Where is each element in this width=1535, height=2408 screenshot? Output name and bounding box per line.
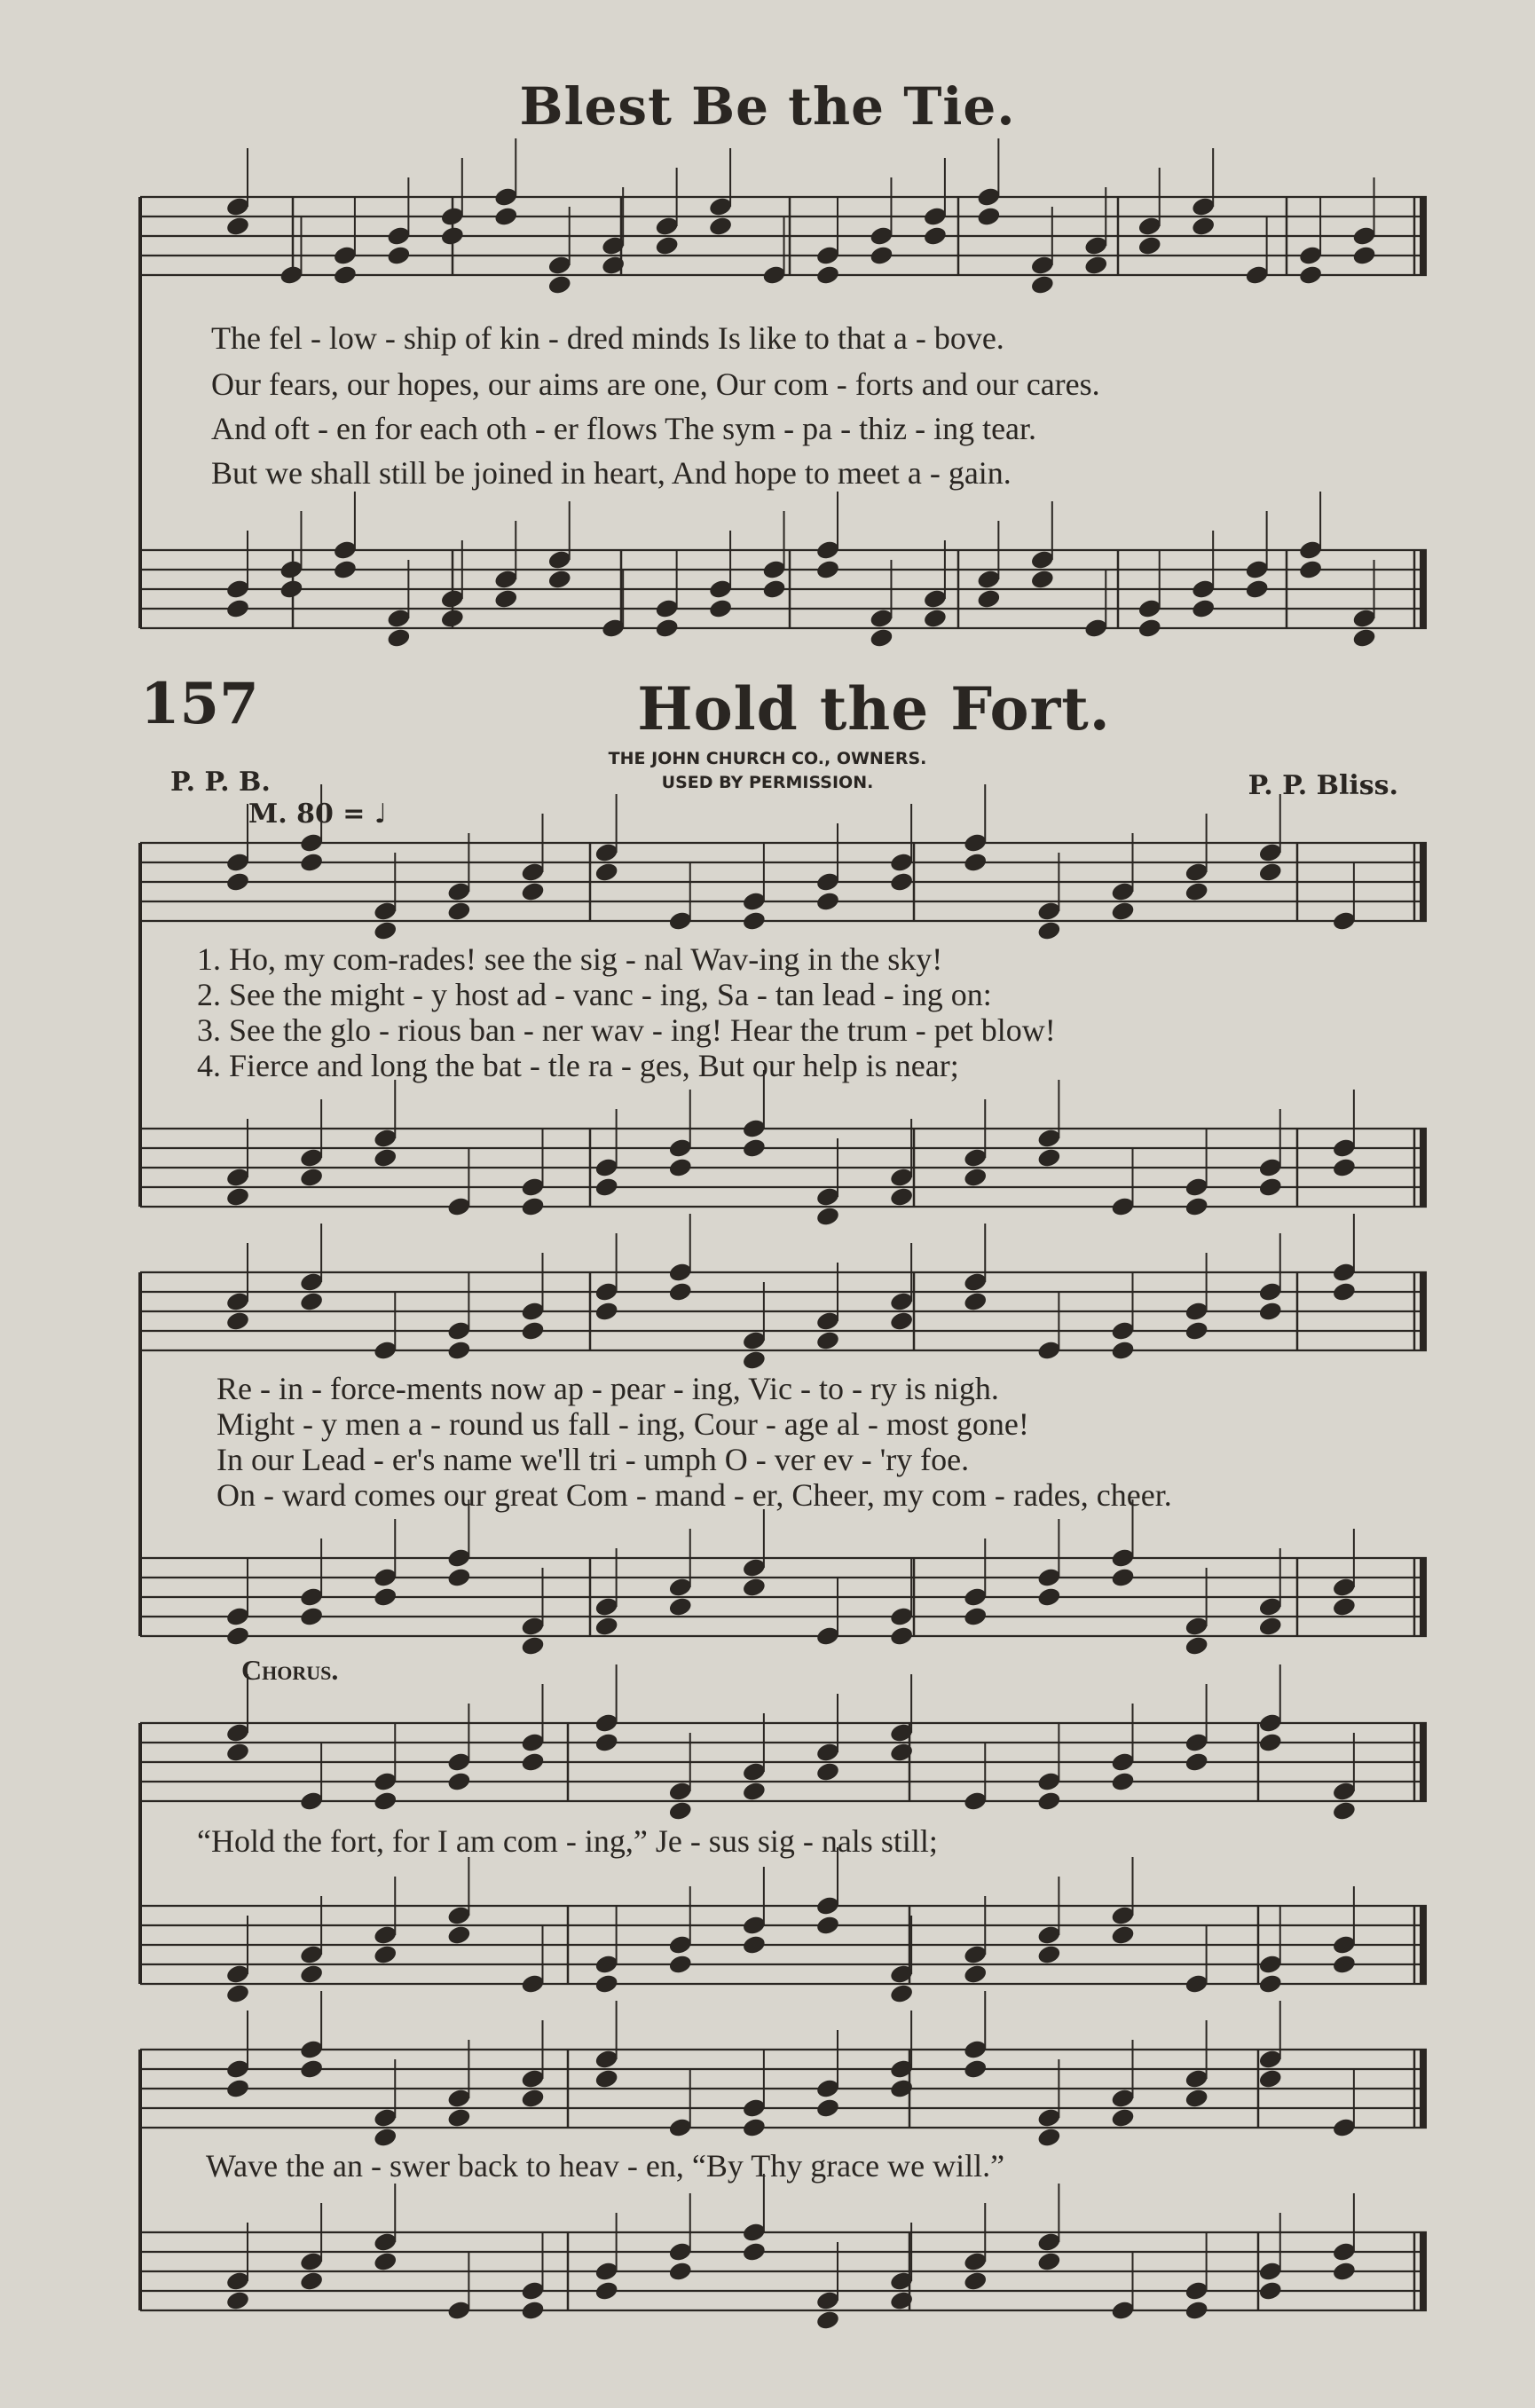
note-head <box>976 206 1002 228</box>
note-head <box>373 1944 398 1966</box>
verse-line: In our Lead - er's name we'll tri - umph O - ver ev - 'ry foe. <box>216 1442 970 1477</box>
note-head <box>963 2270 988 2293</box>
words-credit: P. P. B. <box>170 767 271 798</box>
note-head <box>1184 881 1209 903</box>
note-head <box>520 1320 546 1342</box>
note-head <box>1331 1281 1357 1303</box>
note-head <box>1244 578 1270 601</box>
note-head <box>1036 1944 1062 1966</box>
note-head <box>889 1310 915 1333</box>
note-head <box>225 1310 251 1333</box>
note-head <box>386 627 412 649</box>
final-bar <box>1420 1129 1427 1207</box>
note-head <box>493 588 519 610</box>
note-head <box>815 1206 841 1228</box>
note-head <box>594 1973 619 1995</box>
note-head <box>225 2290 251 2312</box>
note-head <box>1110 1771 1136 1793</box>
note-head <box>1331 1157 1357 1179</box>
note-head <box>594 1616 619 1638</box>
note-head <box>373 2251 398 2273</box>
note-head <box>333 559 358 581</box>
note-head <box>815 1915 841 1937</box>
note-head <box>225 598 251 620</box>
note-head <box>373 1790 398 1813</box>
note-head <box>741 2241 767 2263</box>
note-head <box>889 1625 915 1648</box>
final-bar <box>1420 1272 1427 1350</box>
verse-line: But we shall still be joined in heart, And hope to meet a - gain. <box>211 455 1012 491</box>
note-head <box>299 1606 325 1628</box>
note-head <box>373 920 398 942</box>
note-head <box>1137 235 1162 257</box>
note-head <box>741 1577 767 1599</box>
verse-line: 3. See the glo - rious ban - ner wav - ing! Hear the trum - pet blow! <box>197 1012 1056 1048</box>
note-head <box>1191 216 1216 238</box>
note-head <box>1029 274 1055 296</box>
note-head <box>1257 1616 1283 1638</box>
note-head <box>1110 1924 1136 1947</box>
note-head <box>815 2097 841 2120</box>
final-bar <box>1420 2232 1427 2310</box>
note-head <box>446 901 472 923</box>
note-head <box>520 2088 546 2110</box>
note-head <box>594 2280 619 2302</box>
note-head <box>1036 1790 1062 1813</box>
note-head <box>761 578 787 601</box>
note-head <box>1331 1954 1357 1976</box>
note-head <box>708 216 734 238</box>
note-head <box>225 216 251 238</box>
note-head <box>1257 1732 1283 1754</box>
note-head <box>520 881 546 903</box>
tempo-marking: M. 80 = ♩ <box>248 799 388 830</box>
note-head <box>963 852 988 874</box>
chorus-label: Chorus. <box>241 1654 339 1686</box>
final-bar <box>1420 1558 1427 1636</box>
note-head <box>1257 862 1283 884</box>
note-head <box>1257 1301 1283 1323</box>
note-head <box>279 578 304 601</box>
note-head <box>1298 264 1324 287</box>
note-head <box>1184 1320 1209 1342</box>
hymn-title-hold-the-fort: Hold the Fort. <box>637 674 1111 744</box>
note-head <box>373 1586 398 1609</box>
note-head <box>976 588 1002 610</box>
note-head <box>1036 1147 1062 1169</box>
note-head <box>963 2058 988 2081</box>
note-head <box>1184 1196 1209 1218</box>
copyright-line-1: THE JOHN CHURCH CO., OWNERS. <box>608 749 927 768</box>
note-head <box>547 569 572 591</box>
verse-line: Might - y men a - round us fall - ing, Cour - age al - most gone! <box>216 1406 1029 1442</box>
note-head <box>1184 2300 1209 2322</box>
note-head <box>594 1732 619 1754</box>
note-head <box>1257 2068 1283 2090</box>
note-head <box>923 225 949 248</box>
note-head <box>1184 1635 1209 1657</box>
verse-line: On - ward comes our great Com - mand - er, Cheer, my com - rades, cheer. <box>216 1477 1172 1513</box>
note-head <box>667 1596 693 1618</box>
note-head <box>493 206 519 228</box>
note-head <box>1331 1800 1357 1822</box>
music-credit: P. P. Bliss. <box>1248 770 1398 801</box>
note-head <box>1029 569 1055 591</box>
note-head <box>225 1742 251 1764</box>
note-head <box>594 2068 619 2090</box>
note-head <box>299 1963 325 1986</box>
note-head <box>667 2261 693 2283</box>
note-head <box>225 1625 251 1648</box>
note-head <box>547 274 572 296</box>
note-head <box>1036 1586 1062 1609</box>
note-head <box>299 1291 325 1313</box>
note-head <box>439 608 465 630</box>
note-head <box>520 1196 546 1218</box>
note-head <box>299 852 325 874</box>
note-head <box>1110 901 1136 923</box>
note-head <box>1257 1176 1283 1199</box>
note-head <box>889 1983 915 2005</box>
note-head <box>225 1983 251 2005</box>
note-head <box>299 1167 325 1189</box>
note-head <box>446 1340 472 1362</box>
note-head <box>667 1954 693 1976</box>
verse-line: Our fears, our hopes, our aims are one, Our com - forts and our cares. <box>211 366 1100 402</box>
hymn-number: 157 <box>140 671 259 737</box>
note-head <box>815 559 841 581</box>
note-head <box>1036 2251 1062 2273</box>
note-head <box>1257 2280 1283 2302</box>
note-head <box>373 1147 398 1169</box>
note-head <box>594 1301 619 1323</box>
final-bar <box>1420 843 1427 921</box>
note-head <box>1036 920 1062 942</box>
note-head <box>386 245 412 267</box>
note-head <box>741 1350 767 1372</box>
note-head <box>1110 1340 1136 1362</box>
copyright-line-2: USED BY PERMISSION. <box>661 773 874 792</box>
final-bar <box>1420 2050 1427 2128</box>
note-head <box>1184 1751 1209 1774</box>
final-bar <box>1420 1723 1427 1801</box>
note-head <box>1351 627 1377 649</box>
verse-line: 4. Fierce and long the bat - tle ra - ges, But our help is near; <box>197 1048 959 1083</box>
note-head <box>299 2270 325 2293</box>
note-head <box>373 2127 398 2149</box>
note-head <box>667 1281 693 1303</box>
verse-line: 1. Ho, my com-rades! see the sig - nal Wav-ing in the sky! <box>197 941 943 977</box>
note-head <box>1298 559 1324 581</box>
note-head <box>869 245 894 267</box>
note-head <box>815 2310 841 2332</box>
verse-line: The fel - low - ship of kin - dred minds Is like to that a - bove. <box>211 320 1004 356</box>
note-head <box>299 2058 325 2081</box>
note-head <box>741 910 767 933</box>
chorus-line: Wave the an - swer back to heav - en, “By Thy grace we will.” <box>206 2148 1005 2184</box>
chorus-line: “Hold the fort, for I am com - ing,” Je - sus sig - nals still; <box>197 1823 938 1859</box>
note-head <box>741 1137 767 1160</box>
note-head <box>520 2300 546 2322</box>
note-head <box>1257 1973 1283 1995</box>
final-bar <box>1420 1906 1427 1984</box>
note-head <box>1083 255 1109 277</box>
note-head <box>963 1291 988 1313</box>
verse-line: 2. See the might - y host ad - vanc - ing, Sa - tan lead - ing on: <box>197 977 992 1012</box>
note-head <box>963 1167 988 1189</box>
note-head <box>667 1157 693 1179</box>
note-head <box>225 2078 251 2100</box>
note-head <box>1191 598 1216 620</box>
note-head <box>889 1186 915 1208</box>
note-head <box>741 2117 767 2139</box>
hymn-title-blest-be-the-tie: Blest Be the Tie. <box>519 76 1016 137</box>
note-head <box>1110 2107 1136 2129</box>
note-head <box>1137 618 1162 640</box>
note-head <box>708 598 734 620</box>
note-head <box>815 264 841 287</box>
note-head <box>520 1635 546 1657</box>
note-head <box>225 871 251 893</box>
note-head <box>889 871 915 893</box>
note-head <box>446 1567 472 1589</box>
note-head <box>446 1924 472 1947</box>
note-head <box>815 891 841 913</box>
note-head <box>333 264 358 287</box>
note-head <box>1110 1567 1136 1589</box>
note-head <box>594 1176 619 1199</box>
note-head <box>1036 2127 1062 2149</box>
note-head <box>923 608 949 630</box>
note-head <box>446 2107 472 2129</box>
note-head <box>1351 245 1377 267</box>
note-head <box>963 1606 988 1628</box>
note-head <box>815 1761 841 1783</box>
note-head <box>1331 1596 1357 1618</box>
note-head <box>225 1186 251 1208</box>
final-bar <box>1420 550 1427 628</box>
final-bar <box>1420 197 1427 275</box>
note-head <box>667 1800 693 1822</box>
note-head <box>654 618 680 640</box>
note-head <box>1331 2261 1357 2283</box>
note-head <box>594 862 619 884</box>
verse-line: And oft - en for each oth - er flows The sym - pa - thiz - ing tear. <box>211 411 1037 446</box>
note-head <box>741 1781 767 1803</box>
note-head <box>446 1771 472 1793</box>
note-head <box>963 1963 988 1986</box>
verse-line: Re - in - force-ments now ap - pear - ing, Vic - to - ry is nigh. <box>216 1371 999 1406</box>
note-head <box>654 235 680 257</box>
note-head <box>741 1934 767 1956</box>
note-head <box>439 225 465 248</box>
note-head <box>815 1330 841 1352</box>
note-head <box>1184 2088 1209 2110</box>
note-head <box>869 627 894 649</box>
note-head <box>520 1751 546 1774</box>
